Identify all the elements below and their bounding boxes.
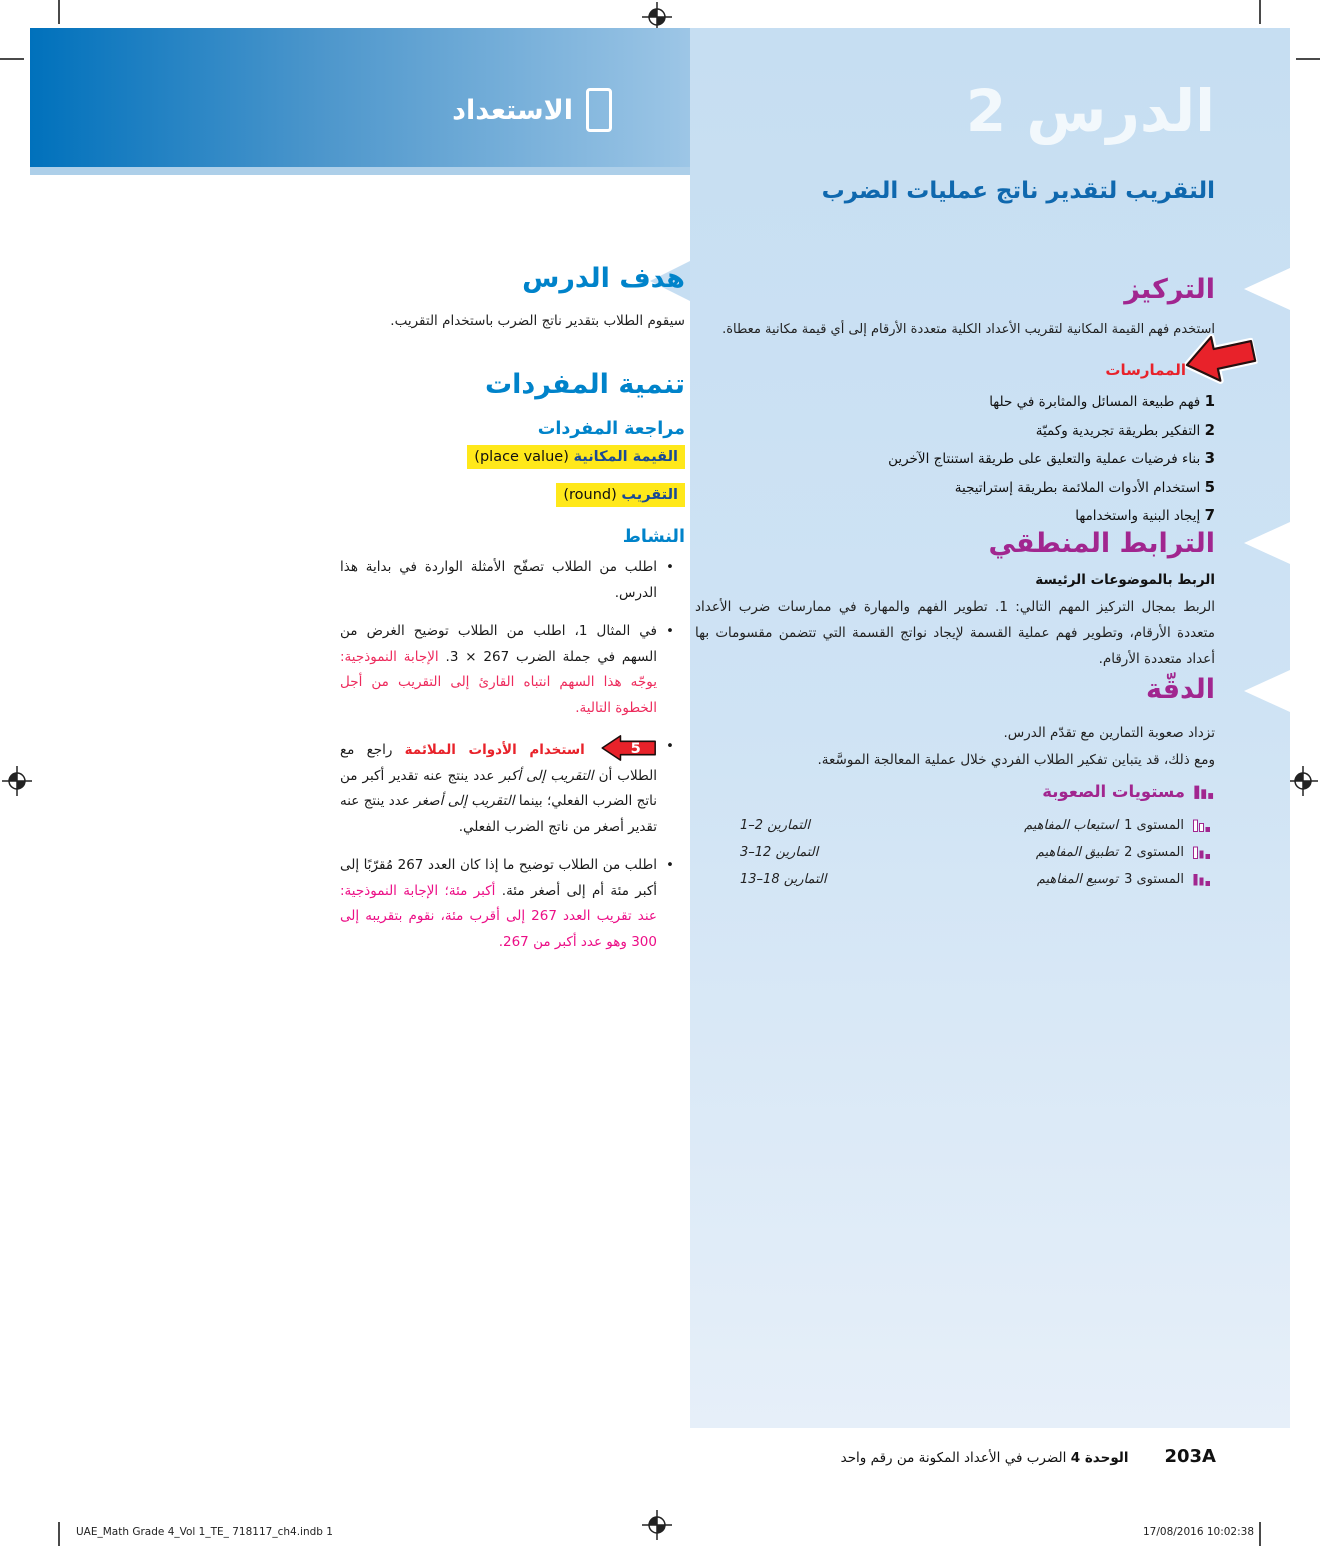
bar-level-1-icon	[1192, 818, 1212, 833]
difficulty-level-row: المستوى 2 تطبيق المفاهيم التمارين 3–12	[740, 839, 1212, 866]
coherence-subtitle: الربط بالموضوعات الرئيسة	[1035, 572, 1215, 588]
section-notch	[1244, 268, 1290, 310]
page-footer	[841, 1446, 1216, 1467]
crop-mark	[58, 0, 60, 24]
practice-tag: استخدام الأدوات الملائمة	[404, 742, 585, 758]
registration-target-icon	[2, 766, 32, 796]
lesson-number-title: الدرس 2	[965, 77, 1215, 145]
vocab-term-place-value: القيمة المكانية (place value)	[467, 445, 685, 469]
focus-title: التركيز	[1124, 274, 1215, 305]
practice-item: 1 فهم طبيعة المسائل والمثابرة في حلها	[989, 392, 1215, 410]
activity-title: النشاط	[622, 527, 685, 547]
rigor-line: ومع ذلك، قد يتباين تفكير الطلاب الفردي خلال عملية المعالجة الموسَّعة.	[817, 752, 1215, 768]
vocab-term-round: التقريب (round)	[556, 483, 685, 507]
bullet-icon: •	[666, 738, 674, 754]
crop-mark	[0, 58, 24, 60]
vocabulary-review-title: مراجعة المفردات	[537, 419, 685, 439]
bullet-icon: •	[666, 559, 674, 575]
practice-item: 7 إيجاد البنية واستخدامها	[1075, 506, 1215, 524]
vocabulary-title: تنمية المفردات	[484, 369, 685, 400]
activity-bullet-4: • اطلب من الطلاب توضيح ما إذا كان العدد 267 مُقرّبًا إلى أكبر مئة أم إلى أصغر مئة. أكبر مئة؛ الإجابة النموذجية: عند تقريب العدد 267 إلى أقرب مئة، نقوم بتقريبه إلى 300 وهو عدد أكبر من 267.	[340, 853, 674, 955]
bullet-icon: •	[666, 857, 674, 873]
rigor-line: تزداد صعوبة التمارين مع تقدّم الدرس.	[1003, 725, 1215, 741]
model-answer: أكبر مئة؛ الإجابة النموذجية: عند تقريب العدد 267 إلى أقرب مئة، نقوم بتقريبه إلى 300 وهو عدد أكبر من 267.	[340, 882, 657, 950]
practice-5-arrow-icon	[601, 734, 657, 762]
page-number: 203A	[1164, 1446, 1216, 1467]
difficulty-title: مستويات الصعوبة	[1042, 782, 1185, 801]
activity-bullet-2: • في المثال 1، اطلب من الطلاب توضيح الغرض من السهم في جملة الضرب 267 × 3. الإجابة النموذجية: يوجّه هذا السهم انتباه القارئ إلى التقريب من أجل الخطوة التالية.	[340, 619, 674, 721]
lesson-main-column	[55, 255, 690, 950]
activity-bullet-1: • اطلب من الطلاب تصفّح الأمثلة الواردة في بداية هذا الدرس.	[340, 555, 674, 606]
practices-label: الممارسات	[1105, 361, 1186, 379]
crop-mark	[1259, 0, 1261, 24]
section-notch	[1244, 522, 1290, 564]
crop-mark	[58, 1522, 60, 1546]
bar-level-2-icon	[1192, 845, 1212, 860]
focus-body: استخدم فهم القيمة المكانية لتقريب الأعداد الكلية متعددة الأرقام إلى أي قيمة مكانية معطاة.	[722, 322, 1215, 337]
practices-list	[888, 388, 1215, 531]
objective-title: هدف الدرس	[522, 263, 685, 294]
difficulty-header	[1042, 782, 1215, 801]
practice-item: 2 التفكير بطريقة تجريدية وكميّة	[1035, 420, 1215, 439]
difficulty-level-row: المستوى 1 استيعاب المفاهيم التمارين 1–2	[740, 812, 1212, 839]
rigor-body	[818, 720, 1216, 774]
section-notch	[1244, 670, 1290, 712]
lesson-subtitle: التقريب لتقدير ناتج عمليات الضرب	[821, 178, 1215, 204]
practice-item: 3 بناء فرضيات عملية والتعليق على طريقة استنتاج الآخرين	[888, 449, 1215, 467]
unit-reference: الوحدة 4 الضرب في الأعداد المكونة من رقم واحد	[840, 1450, 1129, 1466]
coherence-body: الربط بمجال التركيز المهم التالي: 1. تطوير الفهم والمهارة في ممارسات ضرب الأعداد متعددة الأرقام، وتطوير فهم عملية القسمة لإيجاد نواتج القسمة التي تتضمن مقسومات بها أعداد متعددة الأرقام.	[695, 599, 1216, 667]
prepare-banner	[30, 28, 690, 167]
print-file-info: UAE_Math Grade 4_Vol 1_TE_ 718117_ch4.indb 1	[76, 1526, 333, 1538]
objective-body: سيقوم الطلاب بتقدير ناتج الضرب باستخدام التقريب.	[390, 313, 685, 329]
bar-chart-icon	[1193, 784, 1215, 800]
prepare-glyph-icon	[586, 88, 612, 132]
activity-bullets	[340, 555, 674, 968]
difficulty-levels	[740, 812, 1212, 893]
banner-edge	[30, 167, 690, 175]
svg-text:5: 5	[630, 739, 641, 757]
registration-target-icon	[642, 1510, 672, 1540]
rigor-title: الدقّة	[1145, 674, 1215, 705]
bar-level-3-icon	[1192, 872, 1212, 887]
bullet-icon: •	[666, 623, 674, 639]
registration-target-icon	[1288, 766, 1318, 796]
practice-item: 5 استخدام الأدوات الملائمة بطريقة إستراتيجية	[954, 477, 1215, 496]
activity-bullet-3: • 5 استخدام الأدوات الملائمة راجع مع الطلاب أن التقريب إلى أكبر عدد ينتج عنه تقدير أكبر من ناتج الضرب الفعلي؛ بينما التقريب إلى أصغر عدد ينتج عنه تقدير أصغر من ناتج الضرب الفعلي.	[340, 734, 674, 840]
prepare-label: الاستعداد	[452, 94, 573, 126]
print-timestamp: 17/08/2016 10:02:38	[1142, 1526, 1254, 1538]
crop-mark	[1259, 1522, 1261, 1546]
prepare-tab	[452, 88, 612, 132]
model-answer: الإجابة النموذجية: يوجّه هذا السهم انتباه القارئ إلى التقريب من أجل الخطوة التالية.	[340, 648, 657, 716]
coherence-title: الترابط المنطقي	[988, 528, 1215, 559]
crop-mark	[1296, 58, 1320, 60]
lesson-side-panel	[690, 28, 1290, 1428]
difficulty-level-row: المستوى 3 توسيع المفاهيم التمارين 13–18	[740, 866, 1212, 893]
